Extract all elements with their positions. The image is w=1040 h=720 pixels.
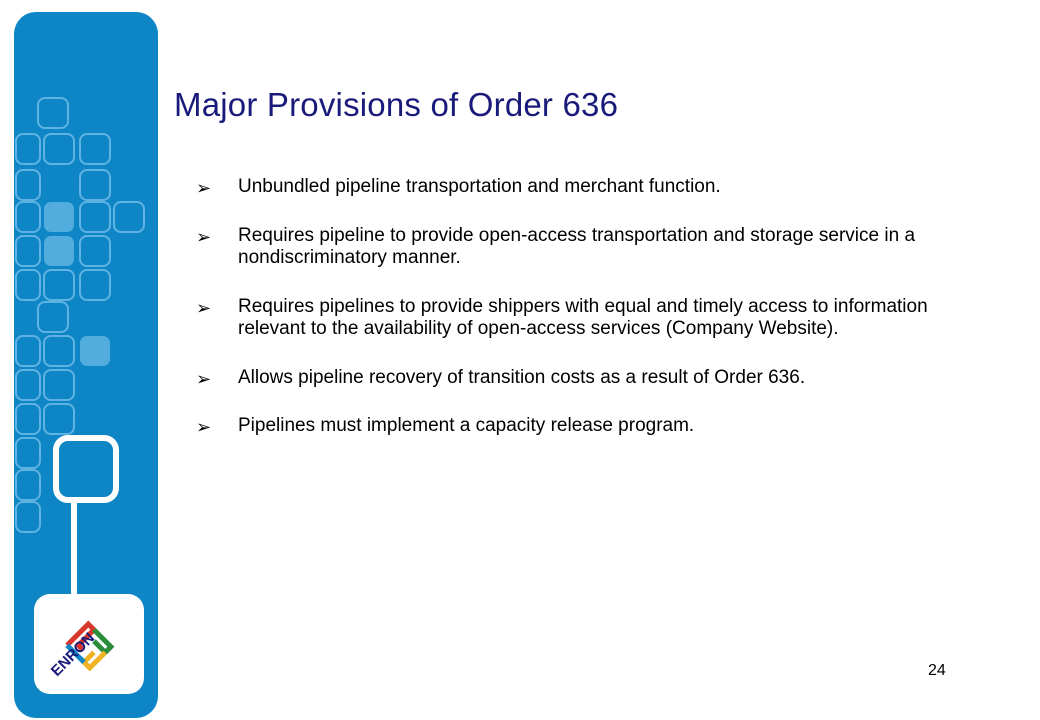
bullet-text: Requires pipelines to provide shippers with equal and timely access to information relevant to the availability of open-access services (Company Website). (238, 295, 928, 339)
page-number: 24 (928, 662, 946, 679)
arrow-bullet-icon: ➢ (196, 368, 212, 389)
decorative-sidebar (14, 12, 158, 718)
arrow-bullet-icon: ➢ (196, 297, 212, 318)
enron-logo-icon (34, 594, 144, 694)
arrow-bullet-icon: ➢ (196, 417, 212, 437)
bullet-text: Allows pipeline recovery of transition costs as a result of Order 636. (238, 366, 806, 388)
bullet-item (196, 415, 996, 438)
slide-title: Major Provisions of Order 636 (174, 86, 619, 123)
logo-text: ENRON (47, 629, 99, 680)
bullet-list (196, 176, 996, 438)
bullet-item (196, 367, 996, 390)
bullet-text: Pipelines must implement a capacity release program. (238, 415, 695, 436)
bullet-text: Unbundled pipeline transportation and merchant function. (238, 176, 721, 197)
bullet-item (196, 225, 996, 270)
arrow-bullet-icon: ➢ (196, 178, 212, 198)
arrow-bullet-icon: ➢ (196, 226, 212, 247)
bullet-text: Requires pipeline to provide open-access transportation and storage service in a nondiscriminatory manner. (238, 224, 916, 268)
bullet-item (196, 296, 996, 341)
bullet-item (196, 176, 996, 199)
